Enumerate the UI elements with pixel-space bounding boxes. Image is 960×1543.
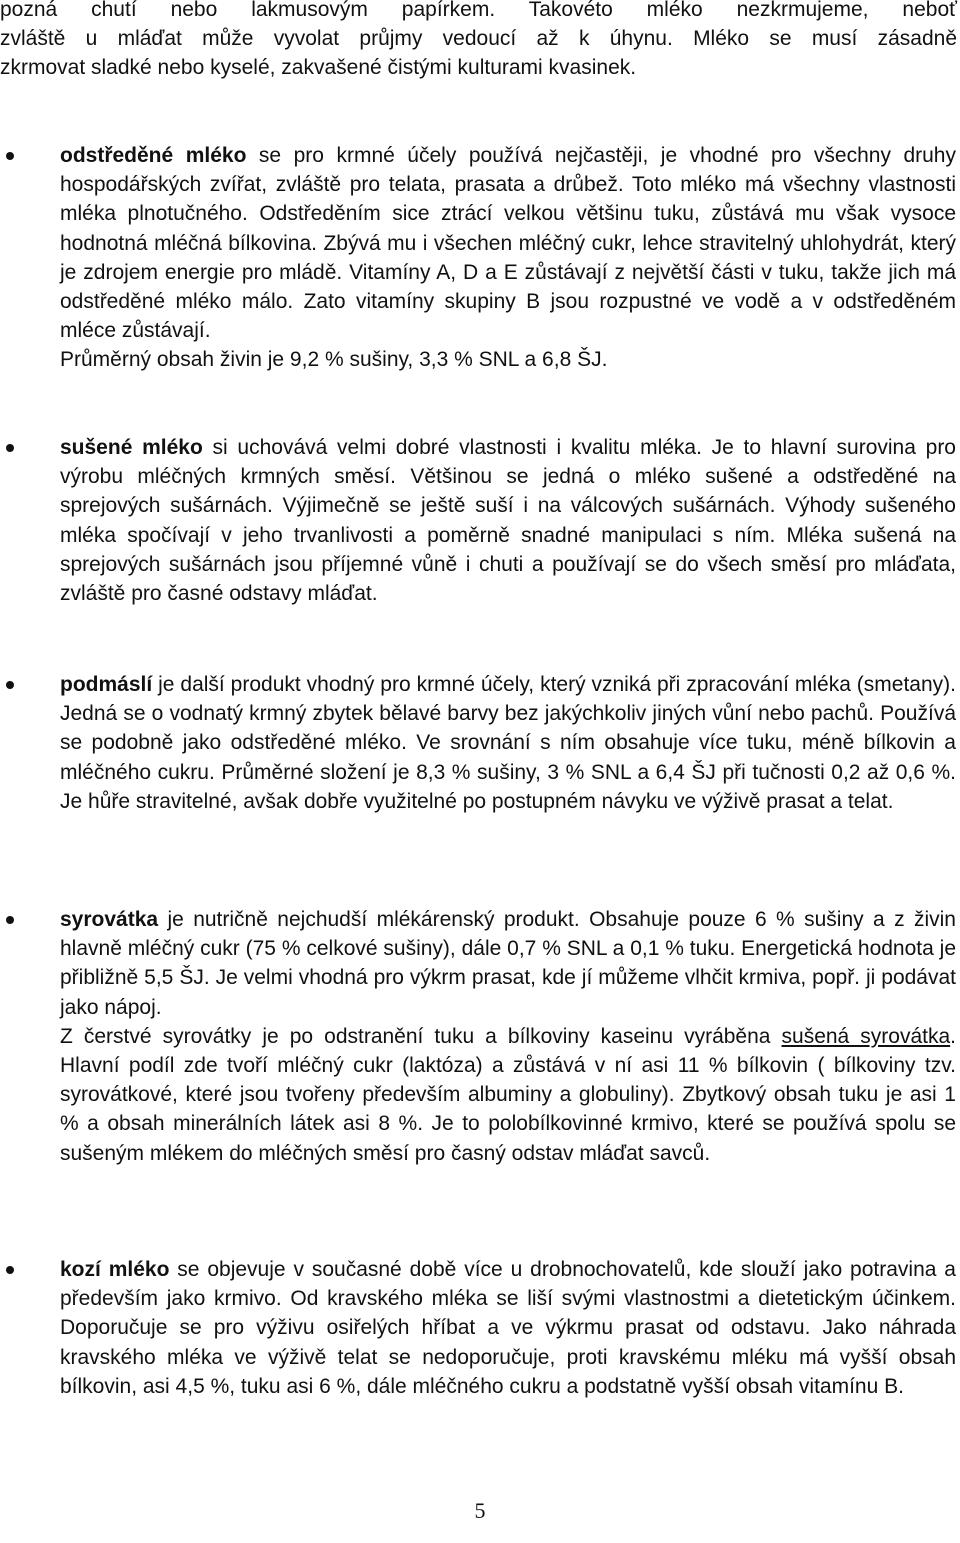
- bullet-icon: [6, 1266, 14, 1274]
- list-item-whey: [60, 905, 956, 1168]
- item-text: se objevuje v současné době více u drobnochovatelů, kde slouží jako potravina a především jako krmivo. Od kravského mléka se liší svými vlastnostmi a dietetickým účinkem. Doporučuje se pro výživu osiřelých hříbat a ve výkrmu prasat od odstavu. Jako náhrada kravského mléka ve výživě telat se nedoporučuje, proti kravskému mléku má vyšší obsah bílkovin, asi 4,5 %, tuku asi 6 %, dále mléčného cukru a podstatně vyšší obsah vitamínu B.: [60, 1258, 956, 1398]
- list-item-dried-milk: [60, 433, 956, 608]
- intro-line-2: zvláště u mláďat může vyvolat průjmy vedoucí až k úhynu. Mléko se musí zásadně: [0, 27, 957, 50]
- item-text-after: . Hlavní podíl zde tvoří mléčný cukr (laktóza) a zůstává v ní asi 11 % bílkovin ( bílkoviny tzv. syrovátkové, které jsou tvořeny především albuminy a globuliny). Zbytkový obsah tuku je asi 1 % a obsah minerálních látek asi 8 %. Je to polobílkovinné krmivo, které se používá spolu se sušeným mlékem do mléčných směsí pro časný odstav mláďat savců.: [60, 1024, 956, 1165]
- intro-line-1: pozná chutí nebo lakmusovým papírkem. Takovéto mléko nezkrmujeme, neboť: [0, 0, 957, 21]
- item-paragraph: [60, 433, 956, 608]
- item-paragraph: [60, 1255, 956, 1401]
- item-term: podmáslí: [60, 673, 153, 696]
- item-paragraph: [60, 670, 956, 816]
- item-term: kozí mléko: [60, 1258, 170, 1281]
- item-text-before: Z čerstvé syrovátky je po odstranění tuku a bílkoviny kaseinu vyráběna: [60, 1024, 782, 1048]
- intro-paragraph: [0, 0, 957, 82]
- item-paragraph-2: [60, 1022, 956, 1168]
- bullet-icon: [6, 444, 14, 452]
- item-text: si uchovává velmi dobré vlastnosti i kvalitu mléka. Je to hlavní surovina pro výrobu mléčných krmných směsí. Většinou se jedná o mléko sušené a odstředěné na sprejových sušárnách. Výjimečně se ještě suší i na válcových sušárnách. Výhody sušeného mléka spočívají v jeho trvanlivosti a poměrně snadné manipulaci s ním. Mléka sušená na sprejových sušárnách jsou příjemné vůně i chuti a používají se do všech směsí pro mláďata, zvláště pro časné odstavy mláďat.: [60, 436, 956, 606]
- item-paragraph: [60, 141, 956, 345]
- intro-line-3: zkrmovat sladké nebo kyselé, zakvašené čistými kulturami kvasinek.: [0, 56, 637, 79]
- bullet-icon: [6, 916, 14, 924]
- item-extra: Průměrný obsah živin je 9,2 % sušiny, 3,3 % SNL a 6,8 ŠJ.: [60, 348, 608, 372]
- bullet-icon: [6, 681, 14, 689]
- item-paragraph: [60, 905, 956, 1022]
- list-item-goat-milk: [60, 1255, 956, 1401]
- item-text: je nutričně nejchudší mlékárenský produkt. Obsahuje pouze 6 % sušiny a z živin hlavně mléčný cukr (75 % celkové sušiny), dále 0,7 % SNL a 0,1 % tuku. Energetická hodnota je přibližně 5,5 ŠJ. Je velmi vhodná pro výkrm prasat, kde jí můžeme vlhčit krmiva, popř. ji podávat jako nápoj.: [60, 908, 956, 1019]
- page-number: 5: [474, 1498, 486, 1523]
- list-item-skimmed-milk: [60, 141, 956, 375]
- item-term: sušené mléko: [60, 436, 203, 459]
- underlined-term: sušená syrovátka: [781, 1024, 951, 1048]
- item-text: se pro krmné účely používá nejčastěji, je vhodné pro všechny druhy hospodářských zvířat, zvláště pro telata, prasata a drůbež. Toto mléko má všechny vlastnosti mléka plnotučného. Odstředěním sice ztrácí velkou většinu tuku, zůstává mu však vysoce hodnotná mléčná bílkovina. Zbývá mu i všechen mléčný cukr, lehce stravitelný uhlohydrát, který je zdrojem energie pro mládě. Vitamíny A, D a E zůstávají z největší části v tuku, takže jich má odstředěné mléko málo. Zato vitamíny skupiny B jsou rozpustné ve vodě a v odstředěném mléce zůstávají.: [60, 144, 956, 343]
- item-term: syrovátka: [60, 908, 159, 931]
- item-text: je další produkt vhodný pro krmné účely, který vzniká při zpracování mléka (smetany). Jedná se o vodnatý krmný zbytek bělavé barvy bez jakýchkoliv jiných vůní nebo pachů. Používá se podobně jako odstředěné mléko. Ve srovnání s ním obsahuje více tuku, méně bílkovin a mléčného cukru. Průměrné složení je 8,3 % sušiny, 3 % SNL a 6,4 ŠJ při tučnosti 0,2 až 0,6 %. Je hůře stravitelné, avšak dobře využitelné po postupném návyku ve výživě prasat a telat.: [60, 673, 956, 813]
- list-item-buttermilk: [60, 670, 956, 816]
- bullet-icon: [6, 152, 14, 160]
- item-term: odstředěné mléko: [60, 144, 247, 167]
